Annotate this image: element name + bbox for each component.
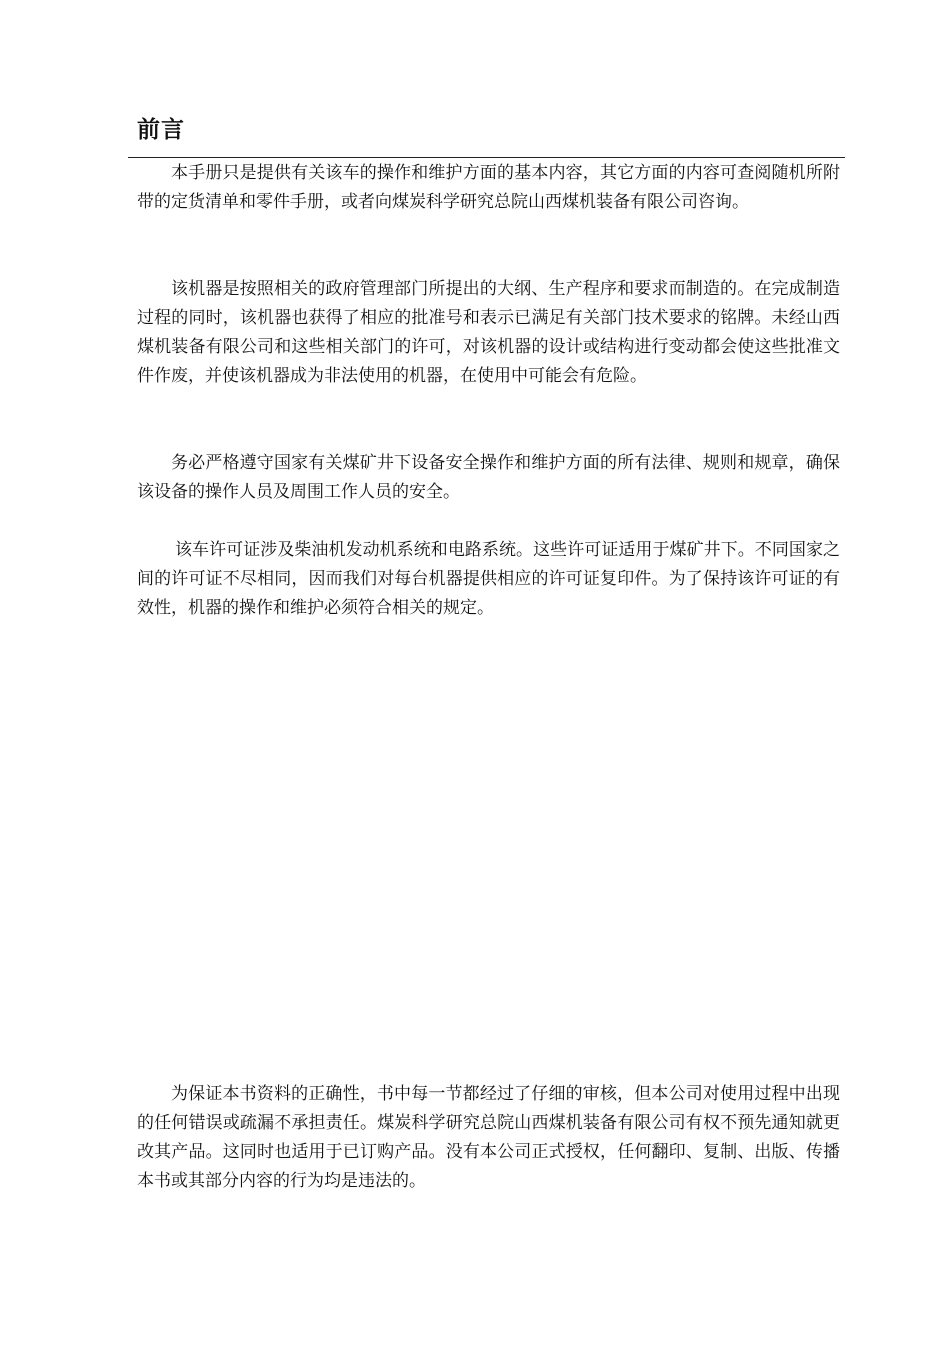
- paragraph-approval: 该机器是按照相关的政府管理部门所提出的大纲、生产程序和要求而制造的。在完成制造过程的同时，该机器也获得了相应的批准号和表示已满足有关部门技术要求的铭牌。未经山西煤机装备有限公司和这些相关部门的许可，对该机器的设计或结构进行变动都会使这些批准文件作废，并使该机器成为非法使用的机器，在使用中可能会有危险。: [137, 279, 840, 386]
- page-title: 前言: [137, 117, 185, 143]
- paragraph-license: 该车许可证涉及柴油机发动机系统和电路系统。这些许可证适用于煤矿井下。不同国家之间的许可证不尽相同，因而我们对每台机器提供相应的许可证复印件。为了保持该许可证的有效性，机器的操作和维护必须符合相关的规定。: [137, 540, 840, 618]
- heading-divider: [128, 157, 845, 158]
- paragraph-safety: 务必严格遵守国家有关煤矿井下设备安全操作和维护方面的所有法律、规则和规章，确保该设备的操作人员及周围工作人员的安全。: [137, 453, 840, 502]
- paragraph-disclaimer: 为保证本书资料的正确性，书中每一节都经过了仔细的审核，但本公司对使用过程中出现的任何错误或疏漏不承担责任。煤炭科学研究总院山西煤机装备有限公司有权不预先通知就更改其产品。这同时也适用于已订购产品。没有本公司正式授权，任何翻印、复制、出版、传播本书或其部分内容的行为均是违法的。: [137, 1084, 840, 1191]
- paragraph-scope: 本手册只是提供有关该车的操作和维护方面的基本内容，其它方面的内容可查阅随机所附带的定货清单和零件手册，或者向煤炭科学研究总院山西煤机装备有限公司咨询。: [137, 163, 840, 212]
